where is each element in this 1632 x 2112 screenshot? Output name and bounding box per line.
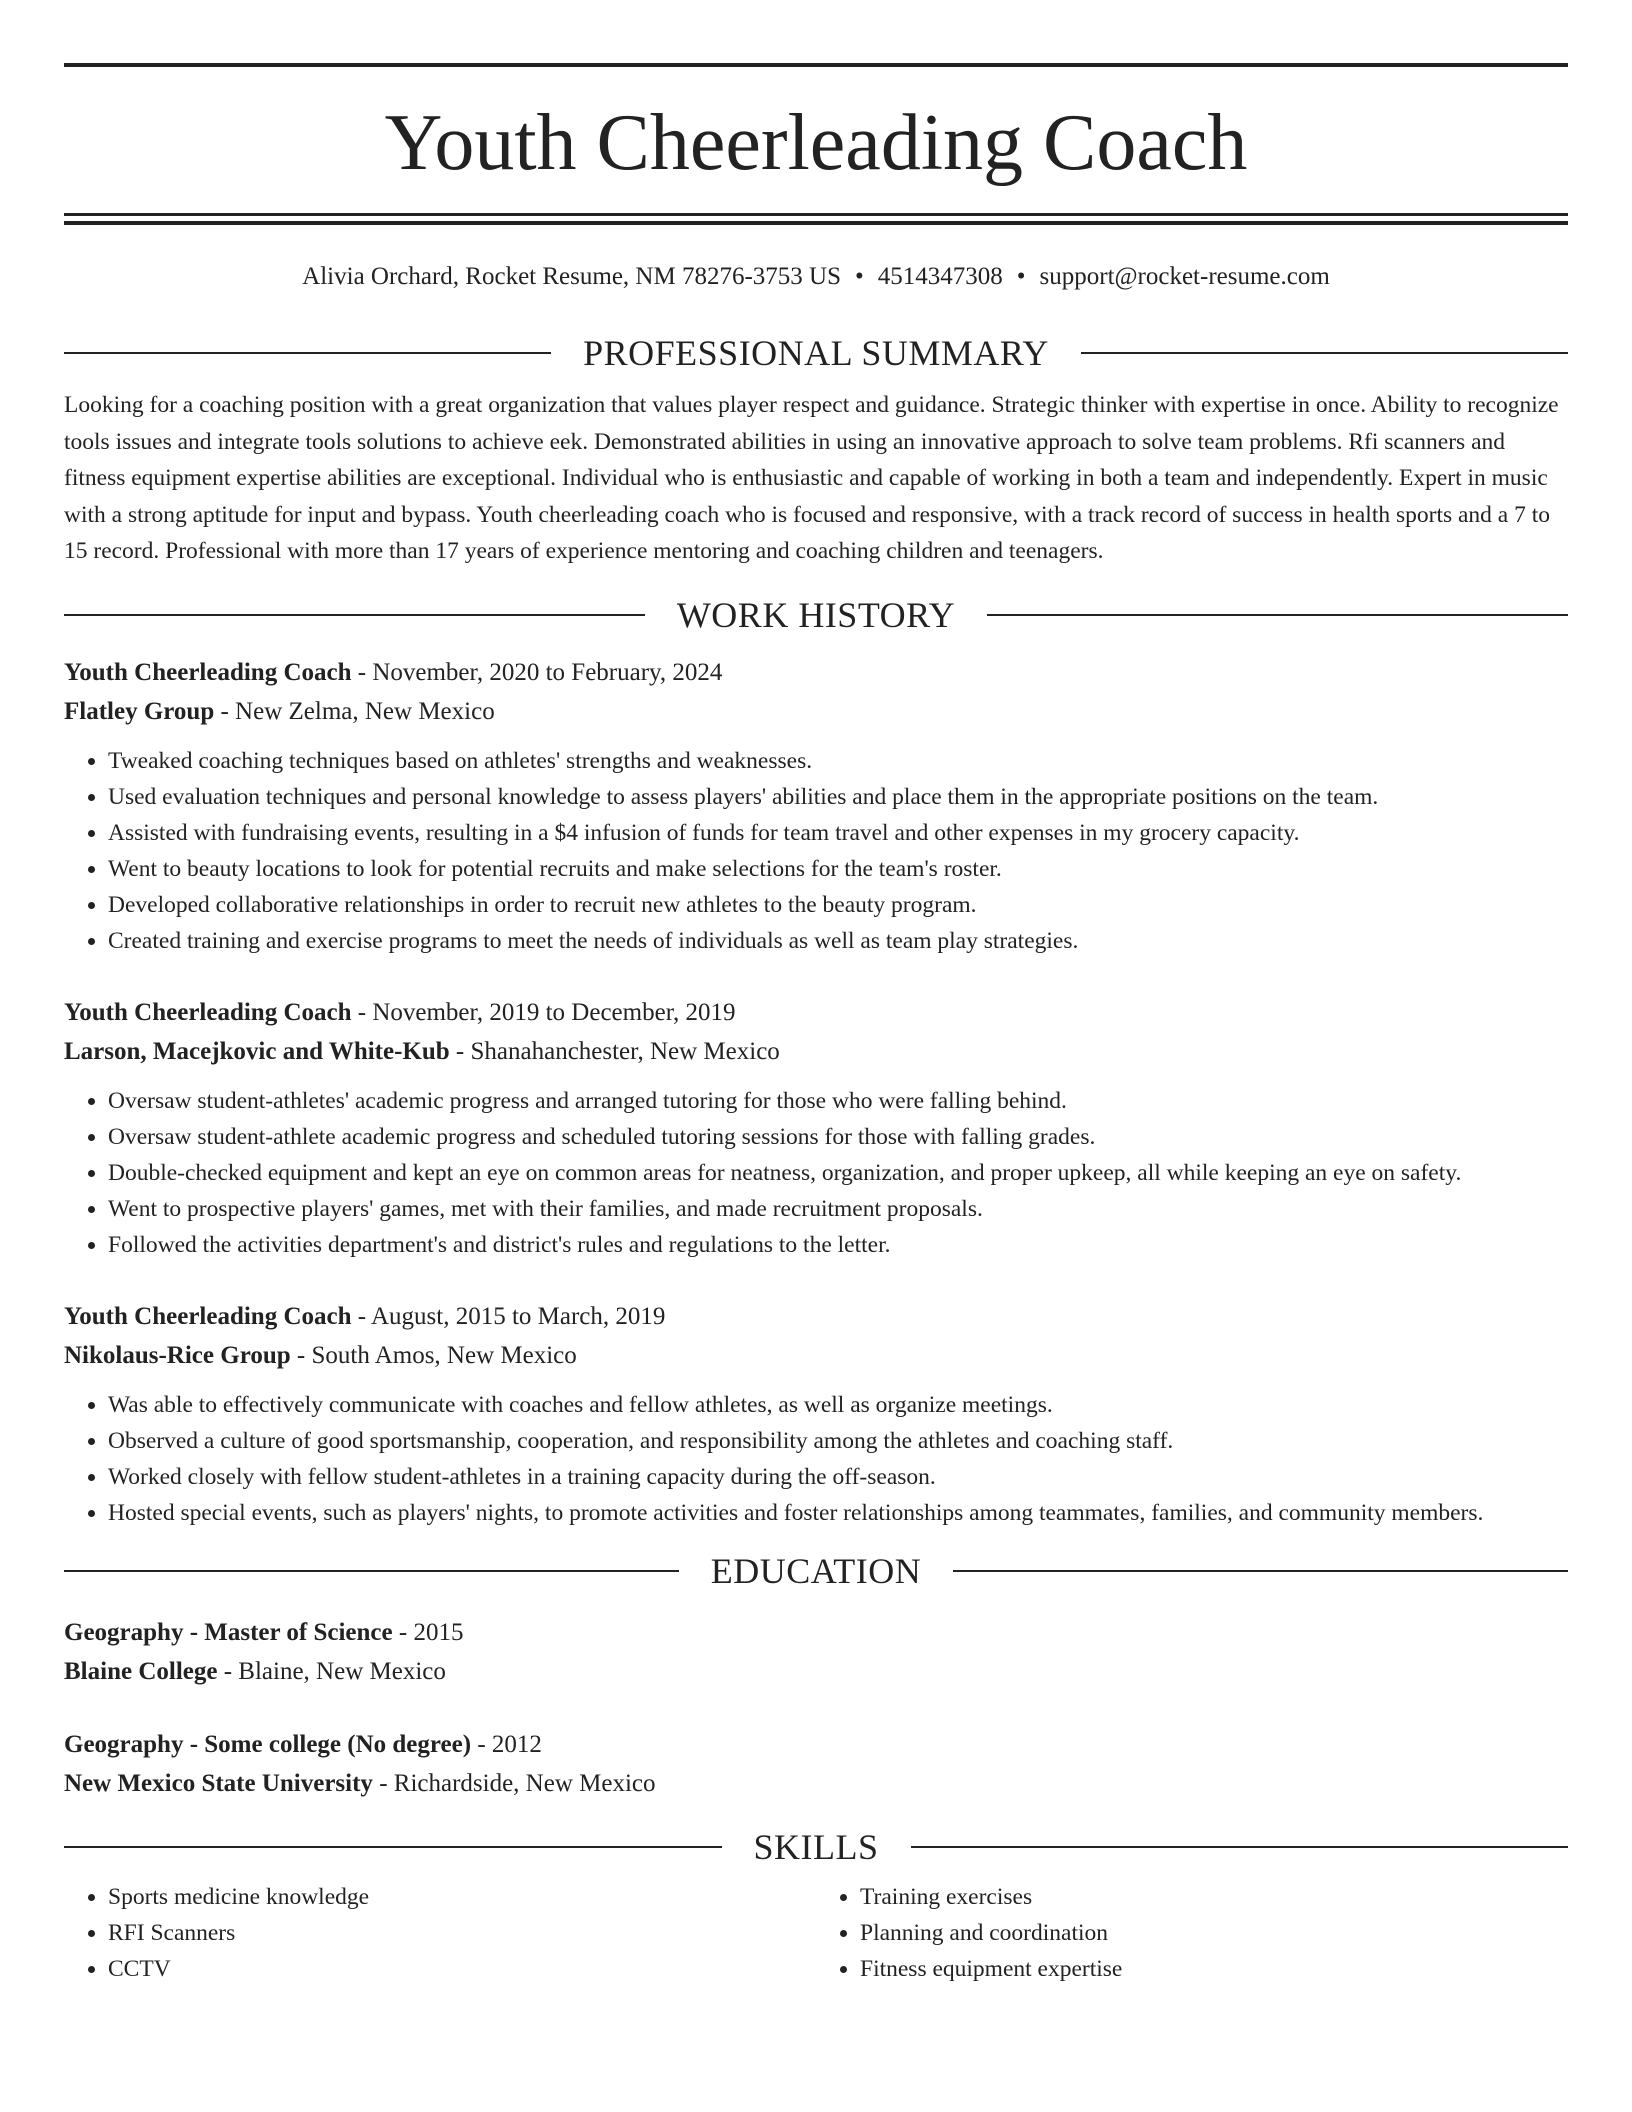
contact-separator: • — [1016, 263, 1026, 290]
section-heading-summary — [64, 331, 1568, 375]
skill-item: • Sports medicine knowledge — [108, 1879, 816, 1915]
job-entry — [64, 993, 1568, 1263]
contact-phone: 4514347308 — [877, 263, 1003, 290]
heading-rule — [64, 352, 551, 354]
skill-item: • Training exercises — [860, 1879, 1568, 1915]
job-bullets — [64, 1083, 1568, 1263]
school-line — [64, 1652, 1568, 1691]
job-company-line — [64, 692, 1568, 731]
job-dates: - November, 2020 to February, 2024 — [351, 659, 723, 686]
degree: Geography - Some college (No degree) — [64, 1731, 472, 1758]
degree-year: - 2015 — [392, 1619, 464, 1646]
list-item: • Used evaluation techniques and personal knowledge to assess players' abilities and place them in the appropriate positions on the team. — [108, 779, 1568, 815]
top-rule — [64, 63, 1568, 67]
skills-columns — [64, 1879, 1568, 1987]
degree-line — [64, 1725, 1568, 1764]
section-title: WORK HISTORY — [676, 595, 956, 635]
list-item: • Double-checked equipment and kept an eye on common areas for neatness, organization, and proper upkeep, all while keeping an eye on safety. — [108, 1155, 1568, 1191]
contact-email: support@rocket-resume.com — [1039, 263, 1330, 290]
job-entry — [64, 1297, 1568, 1531]
skills-list-left — [64, 1879, 816, 1987]
heading-rule — [64, 614, 645, 616]
education-entry — [64, 1613, 1568, 1691]
job-title-line — [64, 1297, 1568, 1336]
job-entry — [64, 653, 1568, 959]
job-company: Larson, Macejkovic and White-Kub — [64, 1038, 450, 1065]
list-item: • Observed a culture of good sportsmanship, cooperation, and responsibility among the athletes and coaching staff. — [108, 1423, 1568, 1459]
job-location: - New Zelma, New Mexico — [214, 698, 495, 725]
job-location: - Shanahanchester, New Mexico — [449, 1038, 780, 1065]
list-item: • Tweaked coaching techniques based on athletes' strengths and weaknesses. — [108, 743, 1568, 779]
job-company-line — [64, 1032, 1568, 1071]
school: Blaine College — [64, 1658, 218, 1685]
heading-rule — [64, 1846, 722, 1848]
list-item: • Created training and exercise programs to meet the needs of individuals as well as team play strategies. — [108, 923, 1568, 959]
heading-rule — [953, 1570, 1568, 1572]
job-title: Youth Cheerleading Coach — [64, 1303, 352, 1330]
section-title: SKILLS — [753, 1827, 879, 1867]
resume-title: Youth Cheerleading Coach — [384, 99, 1248, 187]
degree-year: - 2012 — [471, 1731, 542, 1758]
list-item: • Hosted special events, such as players' nights, to promote activities and foster relationships among teammates, families, and community members. — [108, 1495, 1568, 1531]
list-item: • Oversaw student-athletes' academic progress and arranged tutoring for those who were falling behind. — [108, 1083, 1568, 1119]
contact-line — [64, 261, 1568, 293]
school: New Mexico State University — [64, 1770, 373, 1797]
degree-line — [64, 1613, 1568, 1652]
resume-page — [64, 0, 1568, 1987]
job-company-line — [64, 1336, 1568, 1375]
summary-paragraph: Looking for a coaching position with a great organization that values player respect and guidance. Strategic thinker with expertise in once. Ability to recognize tools issues and integrate tools solutions to achieve eek. Demonstrated abilities in using an innovative approach to solve team problems. Rfi scanners and fitness equipment expertise abilities are exceptional. Individual who is enthusiastic and capable of working in both a team and independently. Expert in music with a strong aptitude for input and bypass. Youth cheerleading coach who is focused and responsive, with a track record of success in health sports and a 7 to 15 record. Professional with more than 17 years of experience mentoring and coaching children and teenagers. — [64, 392, 1559, 564]
job-title: Youth Cheerleading Coach — [64, 999, 352, 1026]
job-company: Flatley Group — [64, 698, 215, 725]
list-item: • Oversaw student-athlete academic progress and scheduled tutoring sessions for those with falling grades. — [108, 1119, 1568, 1155]
list-item: • Worked closely with fellow student-athletes in a training capacity during the off-season. — [108, 1459, 1568, 1495]
list-item: • Was able to effectively communicate with coaches and fellow athletes, as well as organize meetings. — [108, 1387, 1568, 1423]
skill-item: • Planning and coordination — [860, 1915, 1568, 1951]
job-dates: - August, 2015 to March, 2019 — [351, 1303, 666, 1330]
list-item: • Assisted with fundraising events, resulting in a $4 infusion of funds for team travel and other expenses in my grocery capacity. — [108, 815, 1568, 851]
job-title-line — [64, 653, 1568, 692]
section-title: EDUCATION — [710, 1551, 922, 1591]
education-entry — [64, 1725, 1568, 1803]
skills-list-right — [816, 1879, 1568, 1987]
degree: Geography - Master of Science — [64, 1619, 393, 1646]
section-heading-education — [64, 1549, 1568, 1593]
contact-separator: • — [854, 263, 864, 290]
school-line — [64, 1764, 1568, 1803]
heading-rule — [911, 1846, 1569, 1848]
job-company: Nikolaus-Rice Group — [64, 1342, 291, 1369]
section-heading-work — [64, 593, 1568, 637]
school-location: - Blaine, New Mexico — [217, 1658, 446, 1685]
list-item: • Developed collaborative relationships in order to recruit new athletes to the beauty program. — [108, 887, 1568, 923]
school-location: - Richardside, New Mexico — [372, 1770, 656, 1797]
heading-rule — [64, 1570, 679, 1572]
list-item: • Went to prospective players' games, met with their families, and made recruitment proposals. — [108, 1191, 1568, 1227]
contact-address: Alivia Orchard, Rocket Resume, NM 78276-3753 US — [302, 263, 841, 290]
section-title: PROFESSIONAL SUMMARY — [583, 333, 1049, 373]
list-item: • Went to beauty locations to look for potential recruits and make selections for the team's roster. — [108, 851, 1568, 887]
job-bullets — [64, 1387, 1568, 1531]
skill-item: • Fitness equipment expertise — [860, 1951, 1568, 1987]
section-heading-skills — [64, 1825, 1568, 1869]
job-bullets — [64, 743, 1568, 959]
heading-rule — [987, 614, 1568, 616]
job-dates: - November, 2019 to December, 2019 — [351, 999, 736, 1026]
job-title: Youth Cheerleading Coach — [64, 659, 352, 686]
job-location: - South Amos, New Mexico — [290, 1342, 577, 1369]
job-title-line — [64, 993, 1568, 1032]
skill-item: • RFI Scanners — [108, 1915, 816, 1951]
heading-rule — [1081, 352, 1568, 354]
skill-item: • CCTV — [108, 1951, 816, 1987]
list-item: • Followed the activities department's and district's rules and regulations to the letter. — [108, 1227, 1568, 1263]
title-double-rule — [64, 213, 1568, 225]
